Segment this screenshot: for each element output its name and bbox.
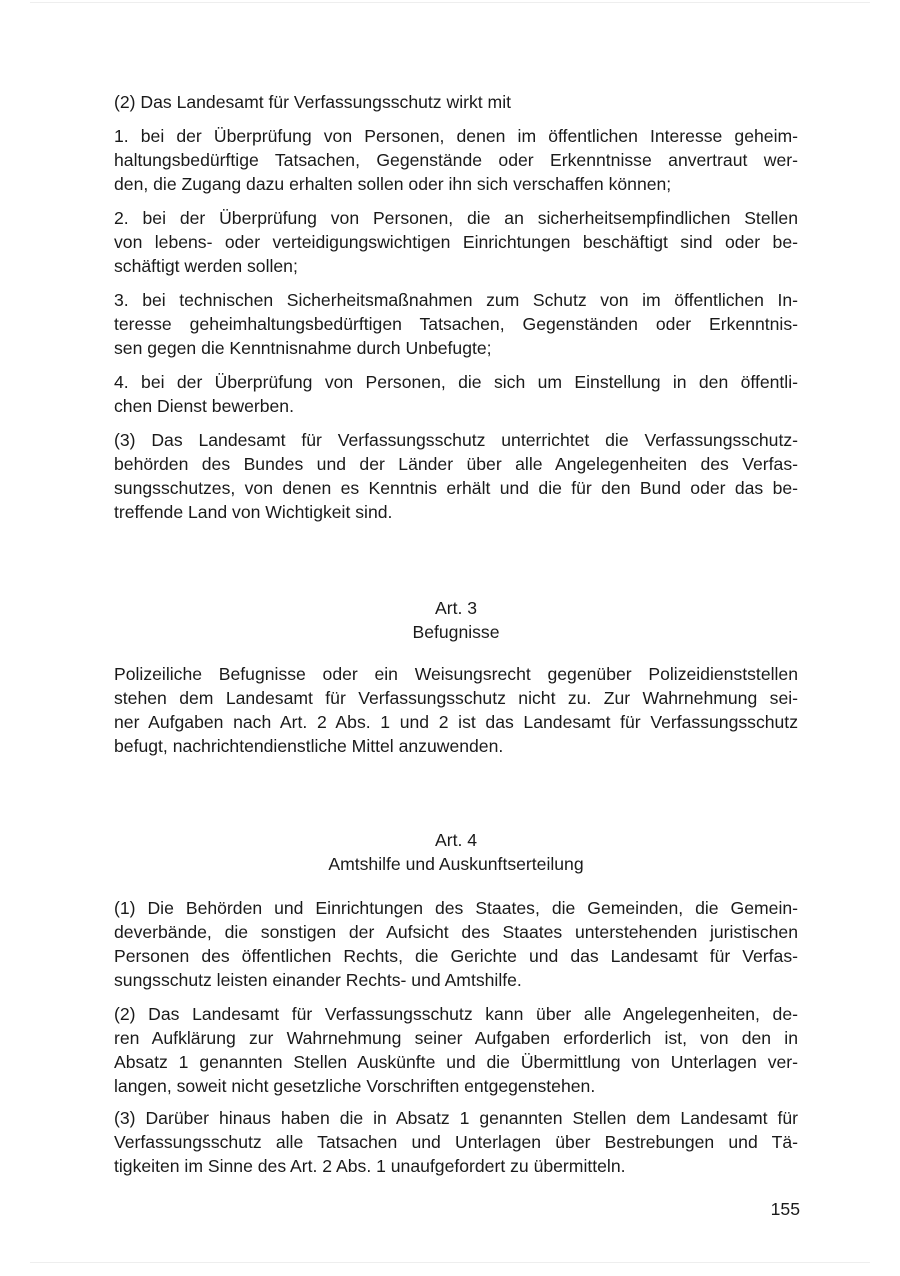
- text-line: 4. bei der Überprüfung von Personen, die sich um Einstellung in den öffentli-: [114, 372, 798, 392]
- text-line: 2. bei der Überprüfung von Personen, die an sicherheitsempfindlichen Stellen: [114, 208, 798, 228]
- text-line: (1) Die Behörden und Einrichtungen des Staates, die Gemeinden, die Gemein-: [114, 898, 798, 918]
- text-line: Absatz 1 genannten Stellen Auskünfte und die Übermittlung von Unterlagen ver-: [114, 1052, 798, 1072]
- list-item-4: [114, 370, 798, 418]
- article-4-abs2: [114, 1002, 798, 1098]
- page-number: 155: [770, 1199, 800, 1219]
- text-line: chen Dienst bewerben.: [114, 396, 294, 416]
- paragraph-art2-abs3: [114, 428, 798, 524]
- text-line: deverbände, die sonstigen der Aufsicht des Staates unterstehenden juristischen: [114, 922, 798, 942]
- text-line: befugt, nachrichtendienstliche Mittel anzuwenden.: [114, 736, 504, 756]
- text-line: (3) Das Landesamt für Verfassungsschutz unterrichtet die Verfassungsschutz-: [114, 430, 798, 450]
- text-line: Personen des öffentlichen Rechts, die Gerichte und das Landesamt für Verfas-: [114, 946, 798, 966]
- text-line: ner Aufgaben nach Art. 2 Abs. 1 und 2 ist das Landesamt für Verfassungsschutz: [114, 712, 798, 732]
- article-4-abs1: [114, 896, 798, 992]
- article-3-number: Art. 3: [434, 598, 478, 618]
- text-line: den, die Zugang dazu erhalten sollen oder ihn sich verschaffen können;: [114, 174, 672, 194]
- text-line: tigkeiten im Sinne des Art. 2 Abs. 1 unaufgefordert zu übermitteln.: [114, 1156, 626, 1176]
- text-line: stehen dem Landesamt für Verfassungsschutz nicht zu. Zur Wahrnehmung sei-: [114, 688, 798, 708]
- text-line: sungsschutz leisten einander Rechts- und Amtshilfe.: [114, 970, 522, 990]
- text-line: sungsschutzes, von denen es Kenntnis erhält und die für den Bund oder das be-: [114, 478, 798, 498]
- text-line: treffende Land von Wichtigkeit sind.: [114, 502, 393, 522]
- text-line: 1. bei der Überprüfung von Personen, denen im öffentlichen Interesse geheim-: [114, 126, 798, 146]
- text-line: Polizeiliche Befugnisse oder ein Weisungsrecht gegenüber Polizeidienststellen: [114, 664, 798, 684]
- top-page-edge: [30, 2, 870, 3]
- list-item-2: [114, 206, 798, 278]
- text-line: langen, soweit nicht gesetzliche Vorschriften entgegenstehen.: [114, 1076, 596, 1096]
- text-line: teresse geheimhaltungsbedürftigen Tatsachen, Gegenständen oder Erkenntnis-: [114, 314, 798, 334]
- article-3-body: [114, 662, 798, 758]
- text-line: sen gegen die Kenntnisnahme durch Unbefugte;: [114, 338, 492, 358]
- article-4-number: Art. 4: [434, 830, 478, 850]
- article-3-title: Befugnisse: [412, 622, 500, 642]
- text-line: 3. bei technischen Sicherheitsmaßnahmen zum Schutz von im öffentlichen In-: [114, 290, 798, 310]
- article-4-abs3: [114, 1106, 798, 1178]
- paragraph-art2-abs2-intro: [114, 90, 798, 114]
- text-line: (2) Das Landesamt für Verfassungsschutz kann über alle Angelegenheiten, de-: [114, 1004, 798, 1024]
- text-line: (2) Das Landesamt für Verfassungsschutz wirkt mit: [114, 92, 511, 112]
- text-line: behörden des Bundes und der Länder über alle Angelegenheiten des Verfas-: [114, 454, 798, 474]
- list-item-3: [114, 288, 798, 360]
- text-line: schäftigt werden sollen;: [114, 256, 298, 276]
- text-line: von lebens- oder verteidigungswichtigen Einrichtungen beschäftigt sind oder be-: [114, 232, 798, 252]
- text-line: Verfassungsschutz alle Tatsachen und Unterlagen über Bestrebungen und Tä-: [114, 1132, 798, 1152]
- text-line: (3) Darüber hinaus haben die in Absatz 1 genannten Stellen dem Landesamt für: [114, 1108, 798, 1128]
- text-line: haltungsbedürftige Tatsachen, Gegenstände oder Erkenntnisse anvertraut wer-: [114, 150, 798, 170]
- article-4-title: Amtshilfe und Auskunftserteilung: [328, 854, 584, 874]
- text-line: ren Aufklärung zur Wahrnehmung seiner Aufgaben erforderlich ist, von den in: [114, 1028, 798, 1048]
- list-item-1: [114, 124, 798, 196]
- bottom-page-edge: [30, 1262, 870, 1263]
